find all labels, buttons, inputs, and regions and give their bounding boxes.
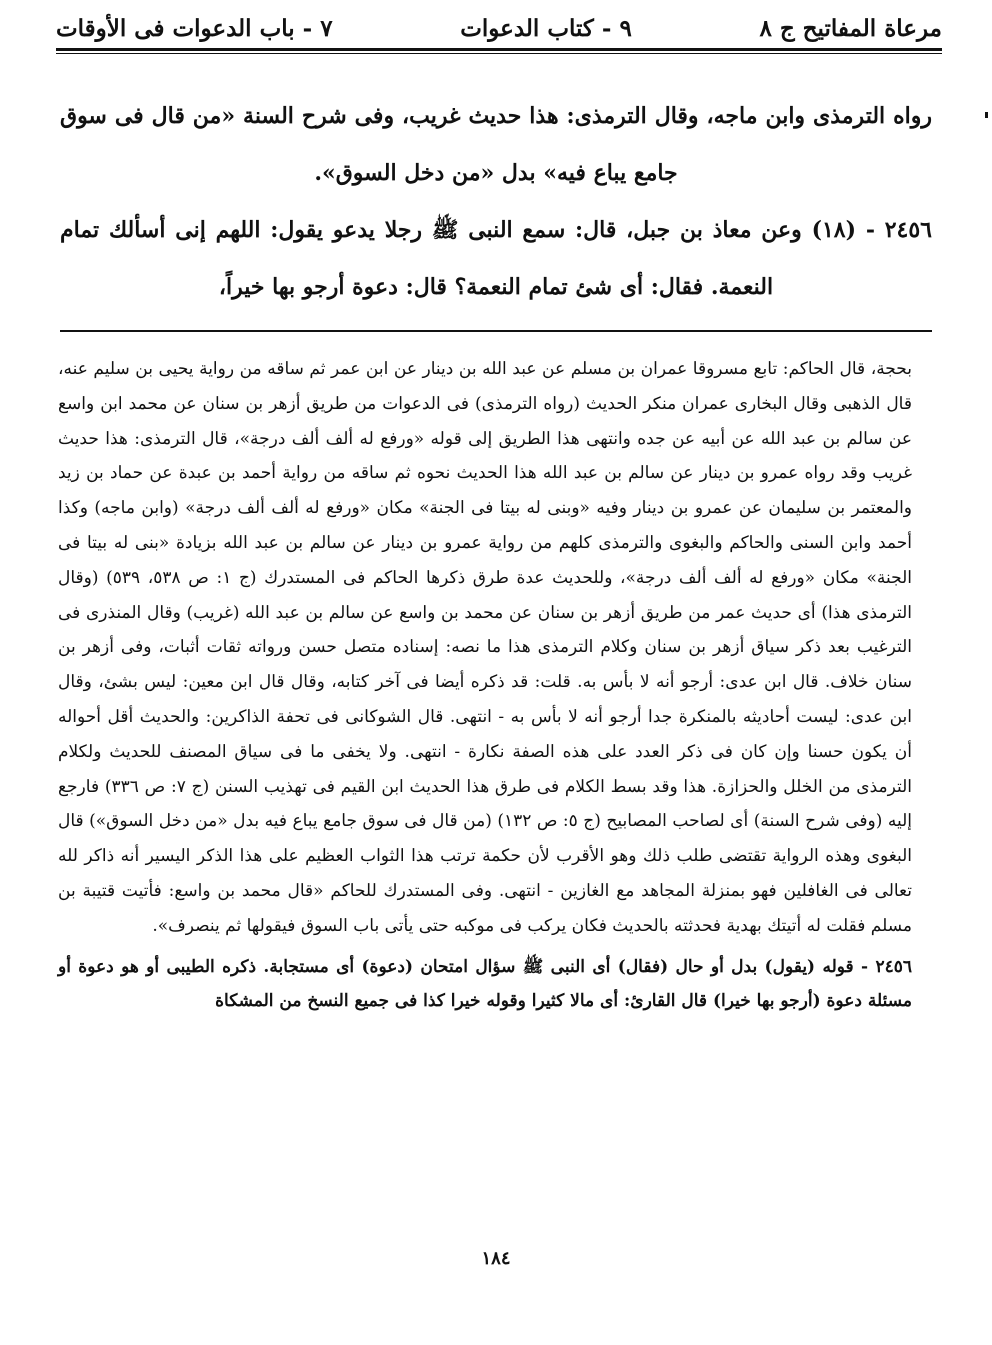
hadith-paragraph-1: رواه الترمذى وابن ماجه، وقال الترمذى: هذا حديث غريب، وفى شرح السنة «من قال فى سوق جامع يباع فيه» بدل «من دخل السوق».	[60, 103, 932, 186]
commentary	[58, 352, 912, 1019]
commentary-paragraph-2: ٢٤٥٦ - قوله (يقول) بدل أو حال (فقال) أى النبى ﷺ سؤال امتحان (دعوة) أى مستجابة. ذكره الطيبى أو هو دعوة أو مسئلة دعوة (أرجو بها خيرا) قال القارئ: أى مالا كثيرا وقوله خيرا كذا فى جميع النسخ من المشكاة	[58, 956, 912, 1012]
running-header	[56, 10, 942, 46]
header-rule-thin	[56, 53, 942, 54]
header-volume-title: مرعاة المفاتيح ج ٨	[759, 14, 942, 42]
header-book-title: ٩ - كتاب الدعوات	[460, 14, 632, 42]
page-number: ١٨٤	[481, 1248, 511, 1269]
hadith-text	[60, 88, 932, 316]
commentary-paragraph-1: بحجة، قال الحاكم: تابع مسروقا عمران بن مسلم عن عبد الله بن دينار عن ابن عمر ثم ساقه من رواية يحيى بن سليم عنه، قال الذهبى وقال البخارى عمران منكر الحديث (رواه الترمذى) فى الدعوات من طريق أزهر بن سنان عن محمد ابن واسع عن سالم بن عبد الله عن أبيه عن جده وانتهى هذا الطريق إلى قوله «ورفع له ألف ألف درجة»، قال الترمذى: هذا حديث غريب وقد رواه عمرو بن دينار عن سالم بن عبد الله هذا الحديث نحوه ثم ساقه من رواية أحمد بن عبدة عن حماد بن زيد والمعتمر بن سليمان عن عمرو بن دينار وفيه «وبنى له بيتا فى الجنة» مكان «ورفع له ألف ألف درجة» (وابن ماجه) وكذا أحمد وابن السنى والحاكم والبغوى والترمذى كلهم من رواية عمرو بن دينار عن سالم بن عبد الله بزيادة «بنى له بيتا فى الجنة» مكان «ورفع له ألف ألف درجة»، وللحديث عدة طرق ذكرها الحاكم فى المستدرك (ج ١: ص ٥٣٨، ٥٣٩) (وقال الترمذى هذا) أى حديث عمر من طريق أزهر بن سنان عن محمد بن واسع عن سالم بن عبد الله (غريب) وقال المنذرى فى الترغيب بعد ذكر سياق أزهر بن سنان وكلام الترمذى هذا ما نصه: إسناده متصل حسن ورواته ثقات أثبات، وفى أزهر بن سنان خلاف. قال ابن عدى: أرجو أنه لا بأس به. قلت: قد ذكره أيضا فى آخر كتابه، وقال قال ابن معين: ليس بشئ، وقال ابن عدى: ليست أحاديثه بالمنكرة جدا أرجو أنه لا بأس به - انتهى. قال الشوكانى فى تحفة الذاكرين: والحديث أقل أحواله أن يكون حسنا وإن كان فى ذكر العدد على هذه الصفة نكارة - انتهى. ولا يخفى ما فى سياق المصنف للحديث ولكلام الترمذى من الخلل والحزازة. هذا وقد بسط الكلام فى طرق هذا الحديث ابن القيم فى تهذيب السنن (ج ٧: ص ٣٣٦) فارجع إليه (وفى شرح السنة) أى لصاحب المصابيح (ج ٥: ص ١٣٢) (من قال فى سوق جامع يباع فيه بدل «من دخل السوق») قال البغوى وهذه الرواية تقتضى طلب ذلك وهو الأقرب لأن حكمة ترتب هذا الثواب العظيم على هذا الذكر اليسير أنه ذاكر لله تعالى فى الغافلين فهو بمنزلة المجاهد مع الغازين - انتهى. وفى المستدرك للحاكم «قال محمد بن واسع: فأتيت قتيبة بن مسلم فقلت له أتيتك بهدية فحدثته بالحديث فكان يركب فى موكبه حتى يأتى باب السوق فيقولها ثم ينصرف».	[58, 359, 913, 936]
scan-edge-mark	[985, 112, 988, 118]
hadith-paragraph-2: ٢٤٥٦ - (١٨) وعن معاذ بن جبل، قال: سمع النبى ﷺ رجلا يدعو يقول: اللهم إنى أسألك تمام النعمة. فقال: أى شئ تمام النعمة؟ قال: دعوة أرجو بها خيراً،	[60, 217, 932, 300]
text-separator	[60, 330, 932, 332]
header-chapter-title: ٧ - باب الدعوات فى الأوقات	[56, 14, 333, 42]
